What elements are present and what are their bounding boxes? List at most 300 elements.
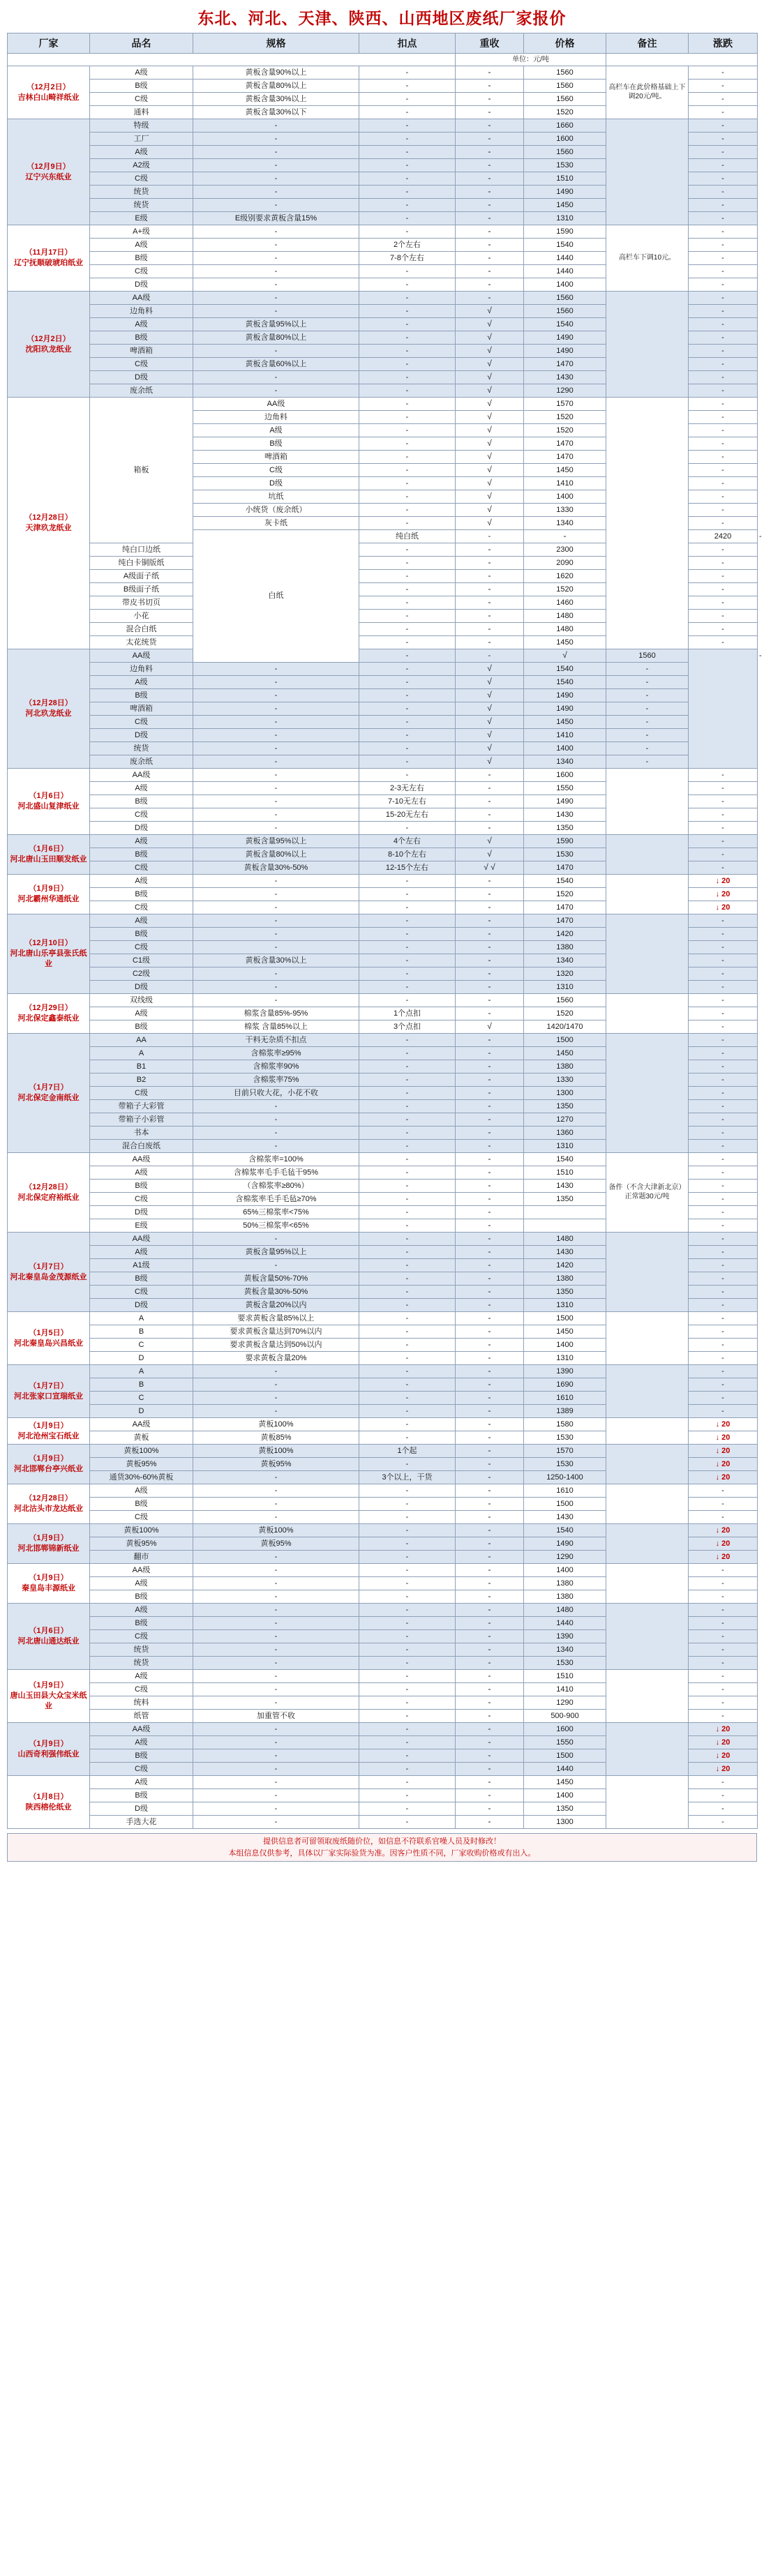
product-cell: AA级: [90, 1564, 193, 1577]
deduct-cell: -: [359, 451, 456, 464]
spec-cell: -: [193, 702, 359, 716]
product-cell: B: [90, 1378, 193, 1392]
table-row: [8, 1445, 758, 1458]
deduct-cell: -: [359, 1498, 456, 1511]
price-cell: 1430: [524, 371, 606, 384]
change-cell: -: [689, 278, 758, 292]
spec-cell: -: [193, 172, 359, 186]
spec-cell: -: [193, 1113, 359, 1127]
product-cell: B级: [90, 848, 193, 861]
strict-cell: √: [456, 702, 524, 716]
product-cell: 黄板100%: [90, 1445, 193, 1458]
product-cell: C级: [90, 1683, 193, 1696]
strict-cell: -: [456, 1471, 524, 1484]
change-cell: ↓ 20: [689, 1749, 758, 1763]
deduct-cell: -: [359, 371, 456, 384]
change-cell: -: [689, 1153, 758, 1166]
spec-cell: -: [193, 384, 359, 398]
change-cell: -: [689, 119, 758, 133]
price-cell: 1400: [524, 278, 606, 292]
change-cell: -: [606, 676, 689, 689]
spec-cell: 棉浆含量85%-95%: [193, 1007, 359, 1020]
price-cell: [524, 1206, 606, 1219]
strict-cell: -: [456, 1339, 524, 1352]
spec-cell: -: [193, 186, 359, 199]
product-cell: B级: [90, 1749, 193, 1763]
product-cell: 边角料: [90, 663, 193, 676]
product-cell: A级面子纸: [90, 570, 193, 583]
deduct-cell: -: [359, 80, 456, 93]
deduct-cell: -: [359, 636, 456, 649]
note-cell: [606, 292, 689, 398]
deduct-cell: -: [359, 1511, 456, 1524]
table-row: [8, 676, 758, 689]
deduct-cell: -: [359, 265, 456, 278]
table-row: [8, 119, 758, 133]
spec-cell: -: [193, 119, 359, 133]
deduct-cell: 3个点扣: [359, 1020, 456, 1034]
price-cell: 1420: [524, 1259, 606, 1272]
price-cell: 1340: [524, 954, 606, 967]
strict-cell: -: [456, 1670, 524, 1683]
strict-cell: -: [456, 1484, 524, 1498]
price-cell: 2090: [524, 557, 606, 570]
change-cell: -: [689, 1325, 758, 1339]
note-cell: [606, 1233, 689, 1312]
product-cell: AA级: [90, 1418, 193, 1431]
product-cell: B级: [90, 1789, 193, 1802]
strict-cell: -: [456, 914, 524, 928]
strict-cell: -: [456, 1246, 524, 1259]
deduct-cell: -: [359, 477, 456, 490]
strict-cell: -: [456, 1299, 524, 1312]
change-cell: -: [689, 199, 758, 212]
note-cell: [606, 875, 689, 914]
product-cell: AA级: [90, 292, 193, 305]
price-cell: 1500: [524, 1312, 606, 1325]
product-cell: A级: [90, 875, 193, 888]
strict-cell: -: [456, 119, 524, 133]
spec-cell: 黄板含量30%以上: [193, 954, 359, 967]
strict-cell: -: [456, 901, 524, 914]
spec-cell: -: [193, 1643, 359, 1657]
note-cell: [606, 1418, 689, 1445]
change-cell: -: [689, 570, 758, 583]
spec-cell: -: [193, 278, 359, 292]
spec-cell: -: [193, 742, 359, 755]
product-cell: B2: [90, 1074, 193, 1087]
deduct-cell: 7-10无左右: [359, 795, 456, 808]
spec-cell: -: [193, 663, 359, 676]
product-cell: 通货30%-60%黄板: [90, 1471, 193, 1484]
price-cell: 1530: [524, 1657, 606, 1670]
spec-cell: 黄板含量30%以上: [193, 93, 359, 106]
note-cell: [606, 1445, 689, 1484]
change-cell: -: [689, 305, 758, 318]
note-cell: [606, 1524, 689, 1564]
price-cell: 1410: [524, 477, 606, 490]
change-cell: -: [689, 265, 758, 278]
spec-cell: 黄板含量60%以上: [193, 358, 359, 371]
price-cell: 1350: [524, 1100, 606, 1113]
deduct-cell: 4个左右: [359, 835, 456, 848]
product-cell: A级: [90, 1007, 193, 1020]
change-cell: -: [689, 133, 758, 146]
product-cell: C级: [90, 265, 193, 278]
product-cell: 啤酒箱: [90, 702, 193, 716]
strict-cell: -: [456, 570, 524, 583]
spec-cell: 棉浆 含量85%以上: [193, 1020, 359, 1034]
price-cell: 1540: [524, 1153, 606, 1166]
change-cell: ↓ 20: [689, 901, 758, 914]
product-cell: A级: [90, 676, 193, 689]
change-cell: -: [606, 755, 689, 769]
deduct-cell: -: [359, 1458, 456, 1471]
product-cell: B级: [90, 1590, 193, 1604]
product-cell: A级: [90, 146, 193, 159]
deduct-cell: -: [359, 1193, 456, 1206]
spec-cell: 要求黄板含量达到70%以内: [193, 1325, 359, 1339]
strict-cell: -: [456, 1193, 524, 1206]
deduct-cell: -: [359, 1166, 456, 1180]
product-cell: 带皮书切页: [90, 596, 193, 610]
deduct-cell: -: [359, 278, 456, 292]
deduct-cell: -: [359, 1352, 456, 1365]
product-cell: B级: [90, 795, 193, 808]
change-cell: -: [689, 1816, 758, 1829]
factory-cell: （12月10日） 河北唐山乐亭县张氏纸业: [8, 914, 90, 994]
strict-cell: -: [456, 1458, 524, 1471]
change-cell: -: [689, 477, 758, 490]
product-cell: A: [90, 1365, 193, 1378]
deduct-cell: -: [359, 1286, 456, 1299]
deduct-cell: -: [359, 742, 456, 755]
product-cell: 书本: [90, 1127, 193, 1140]
change-cell: -: [689, 1630, 758, 1643]
product-cell: 统料: [90, 1696, 193, 1710]
price-cell: 1450: [524, 1325, 606, 1339]
change-cell: ↓ 20: [689, 1736, 758, 1749]
spec-cell: 加重管不收: [193, 1710, 359, 1723]
table-row: 白纸 纯白纸 - - 2420 -: [8, 530, 758, 543]
product-cell: A: [90, 1047, 193, 1060]
header-product: 品名: [90, 33, 193, 54]
spec-cell: 黄板100%: [193, 1524, 359, 1537]
price-cell: 1490: [524, 702, 606, 716]
strict-cell: -: [456, 1286, 524, 1299]
spec-cell: -: [193, 159, 359, 172]
product-cell: D级: [90, 1802, 193, 1816]
product-cell: C级: [90, 358, 193, 371]
change-cell: -: [689, 967, 758, 981]
change-cell: -: [689, 1484, 758, 1498]
spec-cell: -: [193, 1498, 359, 1511]
price-cell: 1600: [524, 769, 606, 782]
deduct-cell: -: [359, 1577, 456, 1590]
table-row: [8, 1312, 758, 1325]
strict-cell: -: [524, 530, 606, 543]
price-cell: 1570: [524, 1445, 606, 1458]
category-cell: 箱板: [90, 398, 193, 543]
change-cell: -: [689, 1352, 758, 1365]
footer-line-1: 提供信息者可留领取废纸随价位，如信息不符联系官噪人员及时修改！: [263, 1837, 501, 1846]
strict-cell: -: [456, 596, 524, 610]
deduct-cell: -: [359, 1365, 456, 1378]
strict-cell: -: [456, 186, 524, 199]
strict-cell: -: [456, 252, 524, 265]
change-cell: -: [689, 358, 758, 371]
price-cell: 1560: [524, 292, 606, 305]
factory-cell: （1月9日） 河北邯郸台亭兴纸业: [8, 1445, 90, 1484]
deduct-cell: -: [359, 212, 456, 225]
price-cell: 1390: [524, 1630, 606, 1643]
strict-cell: -: [456, 1272, 524, 1286]
change-cell: -: [689, 1789, 758, 1802]
strict-cell: -: [456, 1710, 524, 1723]
deduct-cell: -: [359, 689, 456, 702]
note-cell: [606, 1670, 689, 1723]
deduct-cell: -: [359, 93, 456, 106]
deduct-cell: -: [359, 769, 456, 782]
change-cell: -: [689, 1776, 758, 1789]
price-cell: 1350: [524, 1193, 606, 1206]
note-cell: [689, 649, 758, 769]
deduct-cell: 1个点扣: [359, 1007, 456, 1020]
deduct-cell: -: [359, 583, 456, 596]
price-cell: 1330: [524, 504, 606, 517]
deduct-cell: -: [359, 464, 456, 477]
change-cell: -: [689, 1312, 758, 1325]
price-cell: 1450: [524, 636, 606, 649]
change-cell: -: [689, 1590, 758, 1604]
product-cell: D级: [90, 822, 193, 835]
table-row: [8, 1564, 758, 1577]
product-cell: B级: [90, 888, 193, 901]
change-cell: -: [689, 1670, 758, 1683]
product-cell: 纯白口边纸: [90, 543, 193, 557]
note-cell: [606, 769, 689, 835]
product-cell: B级: [90, 331, 193, 345]
spec-cell: -: [193, 1365, 359, 1378]
deduct-cell: -: [359, 557, 456, 570]
price-cell: 1420: [524, 928, 606, 941]
strict-cell: -: [456, 795, 524, 808]
spec-cell: 黄板含量80%以上: [193, 848, 359, 861]
deduct-cell: -: [359, 822, 456, 835]
change-cell: -: [689, 822, 758, 835]
change-cell: -: [689, 66, 758, 80]
price-cell: 1400: [524, 490, 606, 504]
price-cell: 1520: [524, 424, 606, 437]
product-cell: 边角料: [90, 305, 193, 318]
product-cell: A级: [193, 424, 359, 437]
factory-cell: （12月28日） 天津玖龙纸业: [8, 398, 90, 649]
product-cell: C级: [90, 716, 193, 729]
deduct-cell: -: [359, 928, 456, 941]
price-cell: 1420/1470: [524, 1020, 606, 1034]
price-cell: 1530: [524, 1431, 606, 1445]
note-cell: [606, 1564, 689, 1604]
product-cell: D级: [90, 1299, 193, 1312]
footer-disclaimer: [7, 1833, 757, 1862]
change-cell: -: [689, 464, 758, 477]
price-cell: 1440: [524, 1617, 606, 1630]
product-cell: E级: [90, 1219, 193, 1233]
strict-cell: -: [456, 1047, 524, 1060]
strict-cell: √: [456, 477, 524, 490]
price-cell: 1590: [524, 835, 606, 848]
change-cell: -: [606, 663, 689, 676]
price-cell: 1600: [524, 133, 606, 146]
deduct-cell: 1个起: [359, 1445, 456, 1458]
price-cell: 1320: [524, 967, 606, 981]
strict-cell: -: [456, 93, 524, 106]
factory-cell: （12月9日） 辽宁兴东纸业: [8, 119, 90, 225]
strict-cell: √: [456, 517, 524, 530]
table-row: [8, 292, 758, 305]
note-cell: [606, 835, 689, 875]
price-cell: 1310: [524, 1299, 606, 1312]
price-cell: 1550: [524, 1736, 606, 1749]
note-cell: 高栏车在此价格基础上下调20元/吨。: [606, 66, 689, 119]
price-cell: 1510: [524, 1670, 606, 1683]
price-cell: 1450: [524, 464, 606, 477]
strict-cell: -: [456, 822, 524, 835]
deduct-cell: -: [359, 1763, 456, 1776]
deduct-cell: -: [359, 318, 456, 331]
deduct-cell: -: [359, 702, 456, 716]
spec-cell: -: [193, 1789, 359, 1802]
product-cell: C级: [90, 808, 193, 822]
deduct-cell: -: [359, 1405, 456, 1418]
spec-cell: 黄板含量20%以内: [193, 1299, 359, 1312]
spec-cell: 黄板含量95%以上: [193, 835, 359, 848]
deduct-cell: -: [359, 437, 456, 451]
factory-cell: （1月9日） 河北沧州宝石纸业: [8, 1418, 90, 1445]
deduct-cell: -: [359, 596, 456, 610]
price-cell: 1450: [524, 716, 606, 729]
strict-cell: -: [456, 1683, 524, 1696]
table-row: [8, 1365, 758, 1378]
strict-cell: √: [456, 464, 524, 477]
change-cell: -: [689, 106, 758, 119]
deduct-cell: 2-3无左右: [359, 782, 456, 795]
price-cell: 1490: [524, 186, 606, 199]
change-cell: -: [689, 1206, 758, 1219]
note-cell: [606, 1723, 689, 1776]
change-cell: -: [689, 1180, 758, 1193]
price-cell: 1290: [524, 1551, 606, 1564]
strict-cell: -: [456, 610, 524, 623]
change-cell: -: [689, 1219, 758, 1233]
strict-cell: -: [456, 1551, 524, 1564]
deduct-cell: -: [359, 994, 456, 1007]
change-cell: -: [689, 437, 758, 451]
table-row: [8, 875, 758, 888]
product-cell: B级: [90, 252, 193, 265]
change-cell: -: [689, 1710, 758, 1723]
change-cell: -: [689, 1498, 758, 1511]
change-cell: -: [689, 1047, 758, 1060]
spec-cell: 含棉浆率毛手毛毡≥70%: [193, 1193, 359, 1206]
deduct-cell: -: [359, 1259, 456, 1272]
product-cell: D: [90, 1405, 193, 1418]
spec-cell: -: [193, 371, 359, 384]
strict-cell: -: [456, 1007, 524, 1020]
product-cell: 小花: [90, 610, 193, 623]
change-cell: -: [689, 1060, 758, 1074]
deduct-cell: -: [359, 1418, 456, 1431]
factory-cell: （1月6日） 河北唐山通达纸业: [8, 1604, 90, 1670]
change-cell: -: [689, 1259, 758, 1272]
table-row: （12月28日） 河北玖龙纸业 AA级 - - √ 1560 -: [8, 649, 758, 663]
change-cell: -: [689, 1272, 758, 1286]
strict-cell: -: [456, 967, 524, 981]
product-cell: C级: [90, 93, 193, 106]
product-cell: C级: [90, 1763, 193, 1776]
strict-cell: -: [456, 1074, 524, 1087]
spec-cell: -: [193, 252, 359, 265]
deduct-cell: -: [359, 1233, 456, 1246]
deduct-cell: -: [359, 1272, 456, 1286]
spec-cell: -: [193, 981, 359, 994]
deduct-cell: -: [359, 1219, 456, 1233]
table-row: [8, 702, 758, 716]
change-cell: -: [689, 504, 758, 517]
note-cell: [606, 1365, 689, 1418]
deduct-cell: -: [359, 1431, 456, 1445]
product-cell: D级: [90, 981, 193, 994]
spec-cell: 黄板含量80%以上: [193, 331, 359, 345]
product-cell: 特级: [90, 119, 193, 133]
unit-row: [8, 54, 758, 66]
product-cell: C级: [90, 941, 193, 954]
price-cell: 1400: [524, 742, 606, 755]
spec-cell: -: [193, 305, 359, 318]
price-cell: 1380: [524, 1272, 606, 1286]
product-cell: 坑纸: [193, 490, 359, 504]
spec-cell: 要求黄板含量20%: [193, 1352, 359, 1365]
change-cell: -: [689, 186, 758, 199]
product-cell: D: [90, 1352, 193, 1365]
deduct-cell: -: [359, 570, 456, 583]
deduct-cell: -: [359, 901, 456, 914]
strict-cell: -: [456, 1418, 524, 1431]
deduct-cell: -: [359, 1657, 456, 1670]
price-cell: 2420: [689, 530, 758, 543]
spec-cell: -: [193, 225, 359, 239]
product-cell: A: [90, 1312, 193, 1325]
deduct-cell: -: [359, 1696, 456, 1710]
price-cell: 1380: [524, 1060, 606, 1074]
price-cell: 1470: [524, 451, 606, 464]
product-cell: C级: [193, 464, 359, 477]
table-row: [8, 1418, 758, 1431]
product-cell: B级: [90, 1272, 193, 1286]
deduct-cell: -: [359, 305, 456, 318]
deduct-cell: -: [359, 172, 456, 186]
product-cell: E级: [90, 212, 193, 225]
strict-cell: -: [456, 994, 524, 1007]
strict-cell: -: [456, 1060, 524, 1074]
factory-cell: （1月5日） 河北秦皇岛兴昌纸业: [8, 1312, 90, 1365]
change-cell: -: [689, 212, 758, 225]
price-cell: 1470: [524, 861, 606, 875]
spec-cell: E级别要求黄板含量15%: [193, 212, 359, 225]
spec-cell: -: [193, 1590, 359, 1604]
spec-cell: -: [193, 1140, 359, 1153]
price-cell: 1410: [524, 729, 606, 742]
